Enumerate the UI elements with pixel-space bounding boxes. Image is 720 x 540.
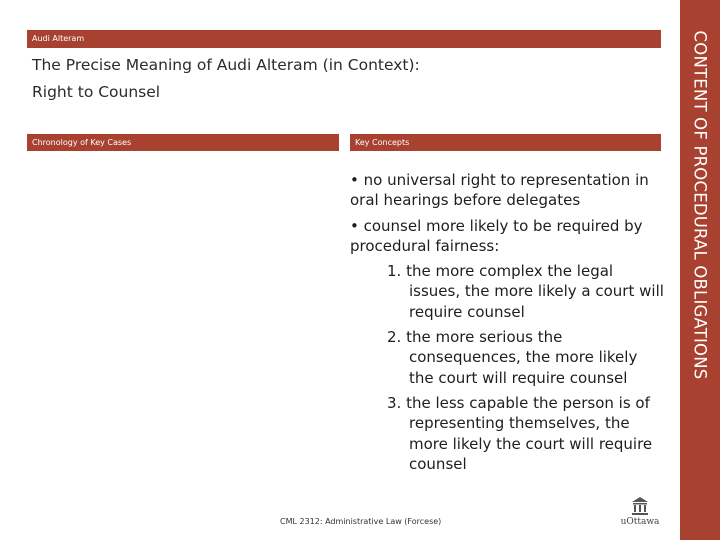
concept-numbered-list bbox=[350, 261, 666, 474]
concept-numbered-item: 1. the more complex the legal issues, the more likely a court will require counsel bbox=[387, 262, 664, 321]
concept-bullet: • counsel more likely to be required by procedural fairness: bbox=[350, 216, 643, 255]
section-label: Audi Alteram bbox=[32, 34, 85, 43]
logo-wordmark: uOttawa bbox=[620, 517, 660, 527]
sidebar-title: CONTENT OF PROCEDURAL OBLIGATIONS bbox=[690, 30, 710, 380]
concept-numbered-item: 2. the more serious the consequences, the more likely the court will require counsel bbox=[387, 328, 638, 387]
key-concepts-body bbox=[350, 170, 666, 479]
column-heading-concepts-label: Key Concepts bbox=[355, 138, 410, 147]
slide-title-line-2: Right to Counsel bbox=[32, 83, 161, 101]
slide-title-line-1: The Precise Meaning of Audi Alteram (in Context): bbox=[32, 56, 420, 74]
column-heading-cases bbox=[27, 134, 339, 151]
footer-course-label: CML 2312: Administrative Law (Forcese) bbox=[280, 517, 442, 526]
concept-bullet: • no universal right to representation in oral hearings before delegates bbox=[350, 171, 649, 210]
column-heading-cases-label: Chronology of Key Cases bbox=[32, 138, 132, 147]
section-header-bar bbox=[27, 30, 661, 48]
concept-numbered-item: 3. the less capable the person is of representing themselves, the more likely the court will require counsel bbox=[387, 393, 653, 473]
university-building-icon bbox=[631, 496, 649, 516]
uottawa-logo bbox=[620, 496, 660, 534]
column-heading-concepts bbox=[350, 134, 661, 151]
slide-title bbox=[32, 52, 652, 106]
